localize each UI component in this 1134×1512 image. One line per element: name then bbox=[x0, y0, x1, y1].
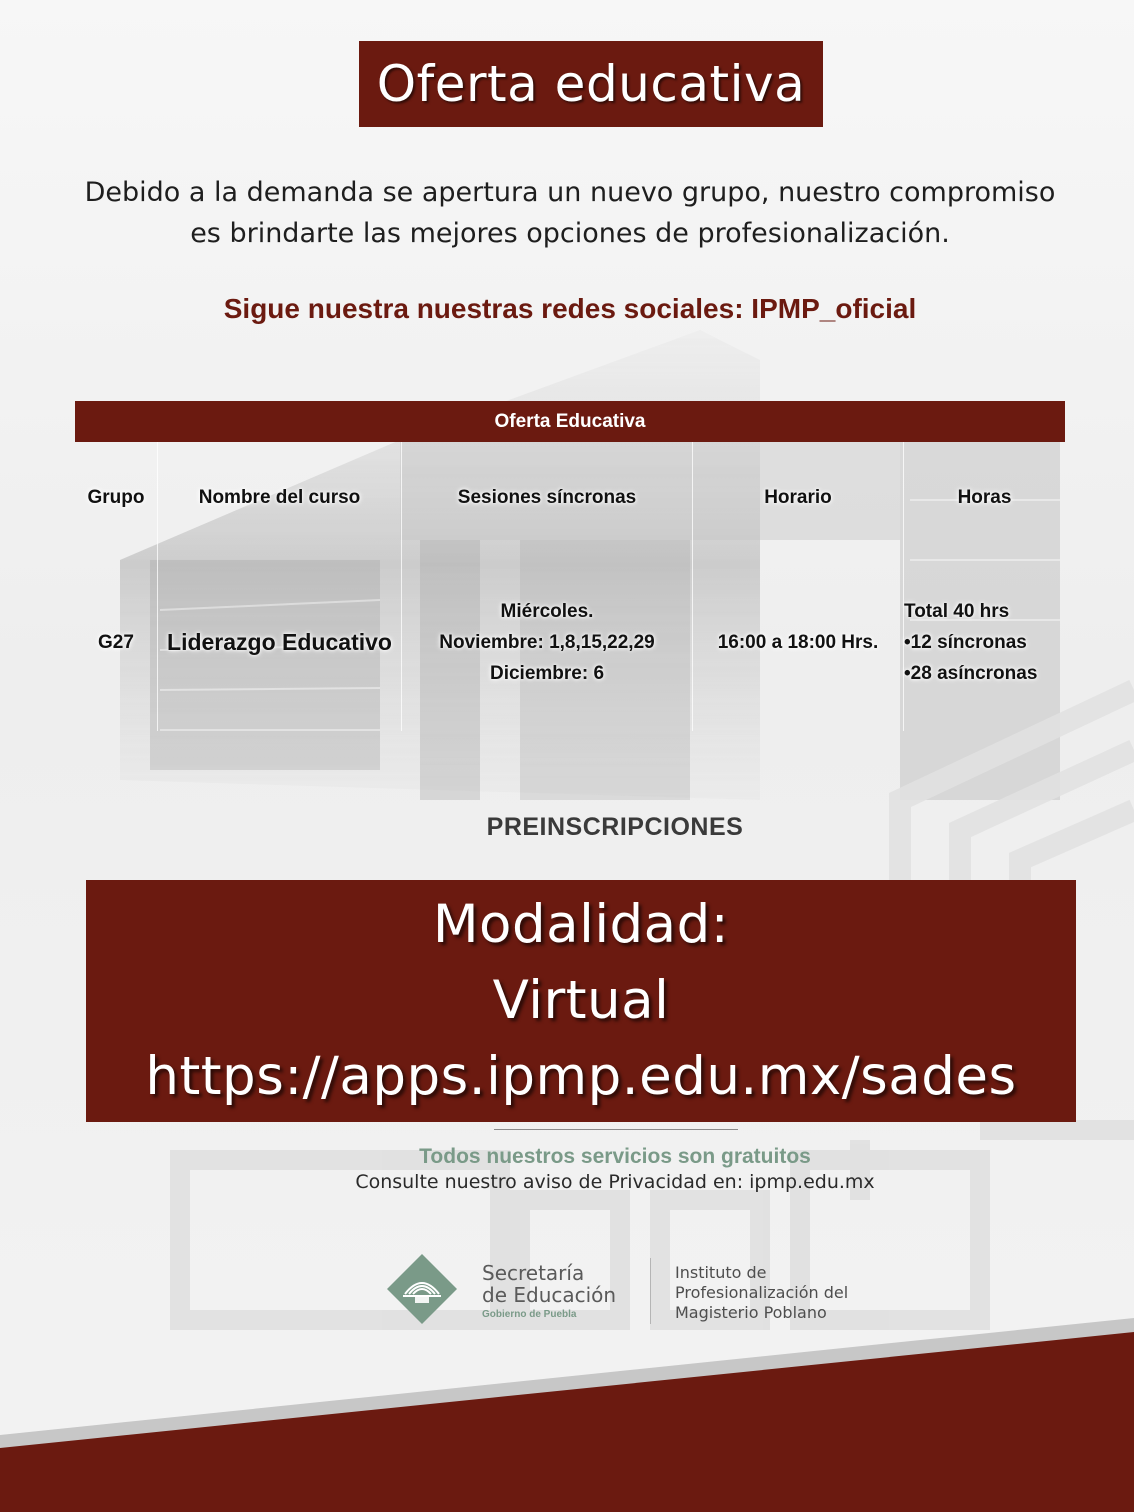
table-row bbox=[75, 553, 1065, 731]
sep-line: Secretaría bbox=[482, 1261, 585, 1285]
sep-logo-text bbox=[482, 1262, 616, 1306]
cell-curso: Liderazgo Educativo bbox=[158, 553, 402, 731]
ipmp-line: Magisterio Poblano bbox=[675, 1303, 827, 1322]
column-header-sesiones: Sesiones síncronas bbox=[402, 442, 693, 553]
ipmp-line: Profesionalización del bbox=[675, 1283, 849, 1302]
cell-sesiones bbox=[402, 553, 693, 731]
table-title: Oferta Educativa bbox=[75, 401, 1065, 442]
cell-grupo: G27 bbox=[75, 553, 158, 731]
hours-line: Total 40 hrs bbox=[904, 600, 1010, 622]
social-follow-text: Sigue nuestra nuestras redes sociales: IPMP_oficial bbox=[223, 293, 917, 324]
modality-label: Modalidad: bbox=[432, 894, 730, 955]
table-title-row bbox=[75, 401, 1065, 442]
logo-divider bbox=[650, 1258, 651, 1324]
modality-box bbox=[86, 880, 1076, 1122]
column-header-horario: Horario bbox=[693, 442, 904, 553]
session-line: Diciembre: 6 bbox=[489, 662, 605, 684]
hours-line: •28 asíncronas bbox=[904, 662, 1038, 684]
hours-line: •12 síncronas bbox=[904, 631, 1027, 653]
sep-seal-icon bbox=[385, 1252, 459, 1326]
column-header-horas: Horas bbox=[957, 486, 1012, 508]
preinscripciones-heading: PREINSCRIPCIONES bbox=[486, 813, 744, 841]
cell-horas bbox=[904, 553, 1066, 731]
intro-line: es brindarte las mejores opciones de profesionalización. bbox=[190, 218, 950, 249]
divider bbox=[494, 1129, 738, 1130]
page-title: Oferta educativa bbox=[359, 41, 823, 127]
intro-text bbox=[60, 172, 1080, 254]
ipmp-line: Instituto de bbox=[675, 1263, 767, 1282]
session-line: Miércoles. bbox=[500, 600, 594, 622]
cell-horario: 16:00 a 18:00 Hrs. bbox=[693, 553, 904, 731]
intro-line: Debido a la demanda se apertura un nuevo grupo, nuestro compromiso bbox=[84, 177, 1056, 208]
table-header-row bbox=[75, 442, 1065, 553]
gobierno-puebla-text: Gobierno de Puebla bbox=[482, 1309, 577, 1320]
column-header-grupo: Grupo bbox=[75, 442, 158, 553]
registration-url[interactable]: https://apps.ipmp.edu.mx/sades bbox=[145, 1046, 1017, 1107]
offer-table bbox=[75, 401, 1065, 731]
session-line: Noviembre: 1,8,15,22,29 bbox=[439, 631, 655, 653]
ipmp-logo-text bbox=[675, 1263, 848, 1323]
privacy-notice[interactable]: Consulte nuestro aviso de Privacidad en: ipmp.edu.mx bbox=[355, 1171, 875, 1193]
free-services-note: Todos nuestros servicios son gratuitos bbox=[419, 1145, 811, 1168]
column-header-curso: Nombre del curso bbox=[158, 442, 402, 553]
modality-value: Virtual bbox=[492, 970, 670, 1031]
sep-line: de Educación bbox=[482, 1283, 617, 1307]
